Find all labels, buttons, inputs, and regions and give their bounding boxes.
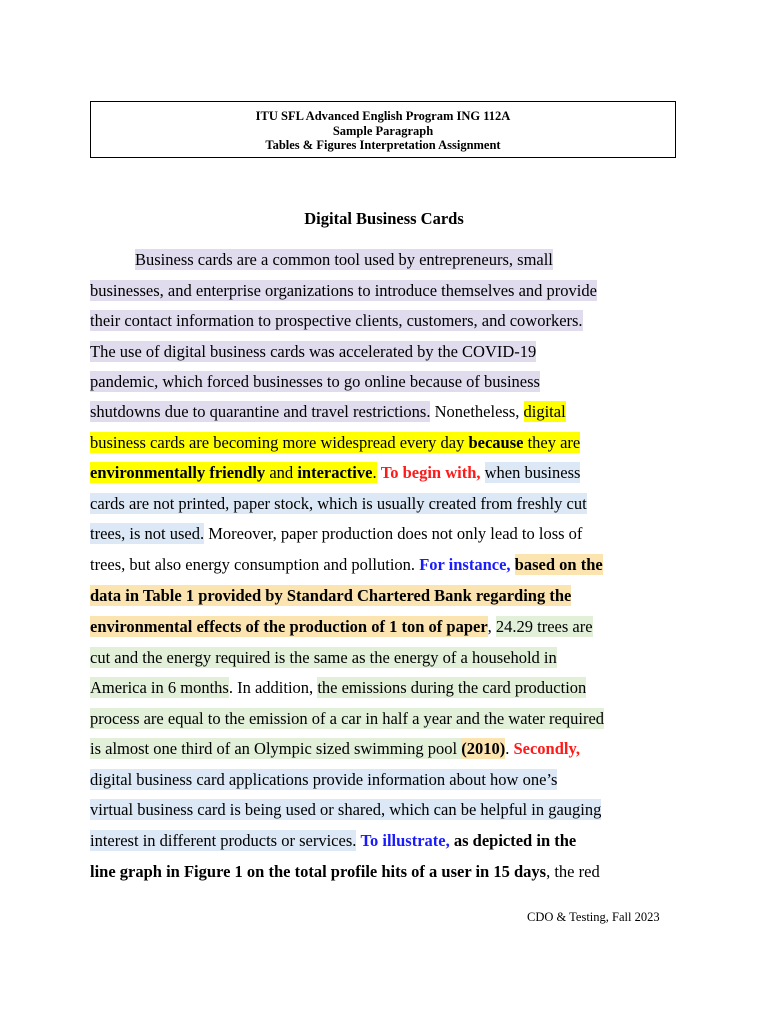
text-segment: ,	[487, 617, 496, 636]
text-segment: , the red	[546, 862, 600, 881]
paragraph-line	[90, 860, 600, 884]
text-segment: as depicted in the	[449, 831, 577, 850]
paragraph-line	[90, 798, 601, 822]
text-segment: The use of digital business cards was accelerated by the COVID-19	[90, 342, 537, 361]
text-segment: their contact information to prospective clients, customers, and coworkers.	[90, 311, 583, 330]
text-segment: data in Table 1 provided by Standard Chartered Bank regarding the	[90, 586, 572, 605]
paragraph-line	[90, 615, 593, 639]
paragraph-line	[90, 646, 557, 670]
text-segment: digital	[523, 402, 566, 421]
text-segment: 24.29 trees are	[495, 617, 593, 636]
text-segment: cut and the energy required is the same as the energy of a household in	[90, 648, 557, 667]
text-segment: environmental effects of the production of 1 ton of paper	[90, 617, 488, 636]
paragraph-line	[90, 676, 586, 700]
text-segment: interactive	[297, 463, 373, 482]
text-segment: Business cards are a common tool used by entrepreneurs, small	[135, 250, 553, 269]
paragraph-line	[90, 768, 557, 792]
text-segment: Secondly,	[513, 739, 580, 758]
paragraph-line	[90, 707, 604, 731]
text-segment: they are	[523, 433, 581, 452]
text-segment: .	[505, 739, 514, 758]
page-footer: CDO & Testing, Fall 2023	[527, 910, 660, 924]
text-segment: cards are not printed, paper stock, which is usually created from freshly cut	[90, 494, 587, 513]
paragraph-line	[90, 522, 582, 546]
text-segment: pandemic, which forced businesses to go online because of business	[90, 372, 540, 391]
text-segment: line graph in Figure 1 on the total profile hits of a user in 15 days	[90, 862, 547, 881]
paragraph-line	[90, 553, 603, 577]
text-segment	[356, 830, 360, 851]
text-segment: digital business card applications provide information about how one’s	[90, 770, 558, 789]
paragraph-line	[90, 431, 580, 455]
paragraph-line	[90, 309, 583, 333]
text-segment: trees, is not used.	[90, 524, 205, 543]
text-segment: businesses, and enterprise organizations to introduce themselves and provide	[90, 281, 597, 300]
paragraph-line	[90, 370, 540, 394]
text-segment: environmentally friendly	[90, 463, 266, 482]
text-segment: virtual business card is being used or shared, which can be helpful in gauging	[90, 800, 602, 819]
text-segment: interest in different products or services.	[90, 831, 357, 850]
text-segment: because	[468, 433, 524, 452]
text-segment: the emissions during the card production	[317, 678, 587, 697]
text-segment: To begin with,	[380, 463, 481, 482]
paragraph-line	[90, 279, 597, 303]
text-segment: shutdowns due to quarantine and travel restrictions.	[90, 402, 431, 421]
text-segment: business cards are becoming more widespread every day	[90, 433, 469, 452]
header-program-line: ITU SFL Advanced English Program ING 112A	[255, 109, 511, 123]
text-segment: For instance,	[419, 555, 511, 574]
document-title: Digital Business Cards	[304, 209, 464, 228]
text-segment: Moreover, paper production does not only lead to loss of	[204, 524, 583, 543]
paragraph-line	[90, 829, 576, 853]
paragraph-line	[90, 492, 587, 516]
header-assignment-line: Tables & Figures Interpretation Assignment	[265, 138, 501, 152]
text-segment: based on the	[514, 555, 603, 574]
paragraph-line	[90, 737, 580, 761]
text-segment: . In addition,	[228, 678, 318, 697]
text-segment: .	[372, 463, 377, 482]
text-segment: trees, but also energy consumption and pollution.	[90, 555, 420, 574]
paragraph-line	[90, 584, 571, 608]
document-header-box	[90, 101, 676, 158]
text-segment: process are equal to the emission of a car in half a year and the water required	[90, 709, 605, 728]
text-segment: Nonetheless,	[430, 402, 524, 421]
paragraph-line	[90, 340, 536, 364]
paragraph-line	[90, 461, 580, 485]
paragraph-line	[90, 248, 553, 272]
paragraph-line	[90, 400, 566, 424]
text-segment: (2010)	[461, 739, 506, 758]
text-segment: and	[265, 463, 298, 482]
text-segment: America in 6 months	[90, 678, 229, 697]
text-segment: To illustrate,	[360, 831, 450, 850]
header-sample-line: Sample Paragraph	[332, 123, 434, 138]
text-segment: when business	[484, 463, 581, 482]
text-segment: is almost one third of an Olympic sized swimming pool	[90, 739, 462, 758]
